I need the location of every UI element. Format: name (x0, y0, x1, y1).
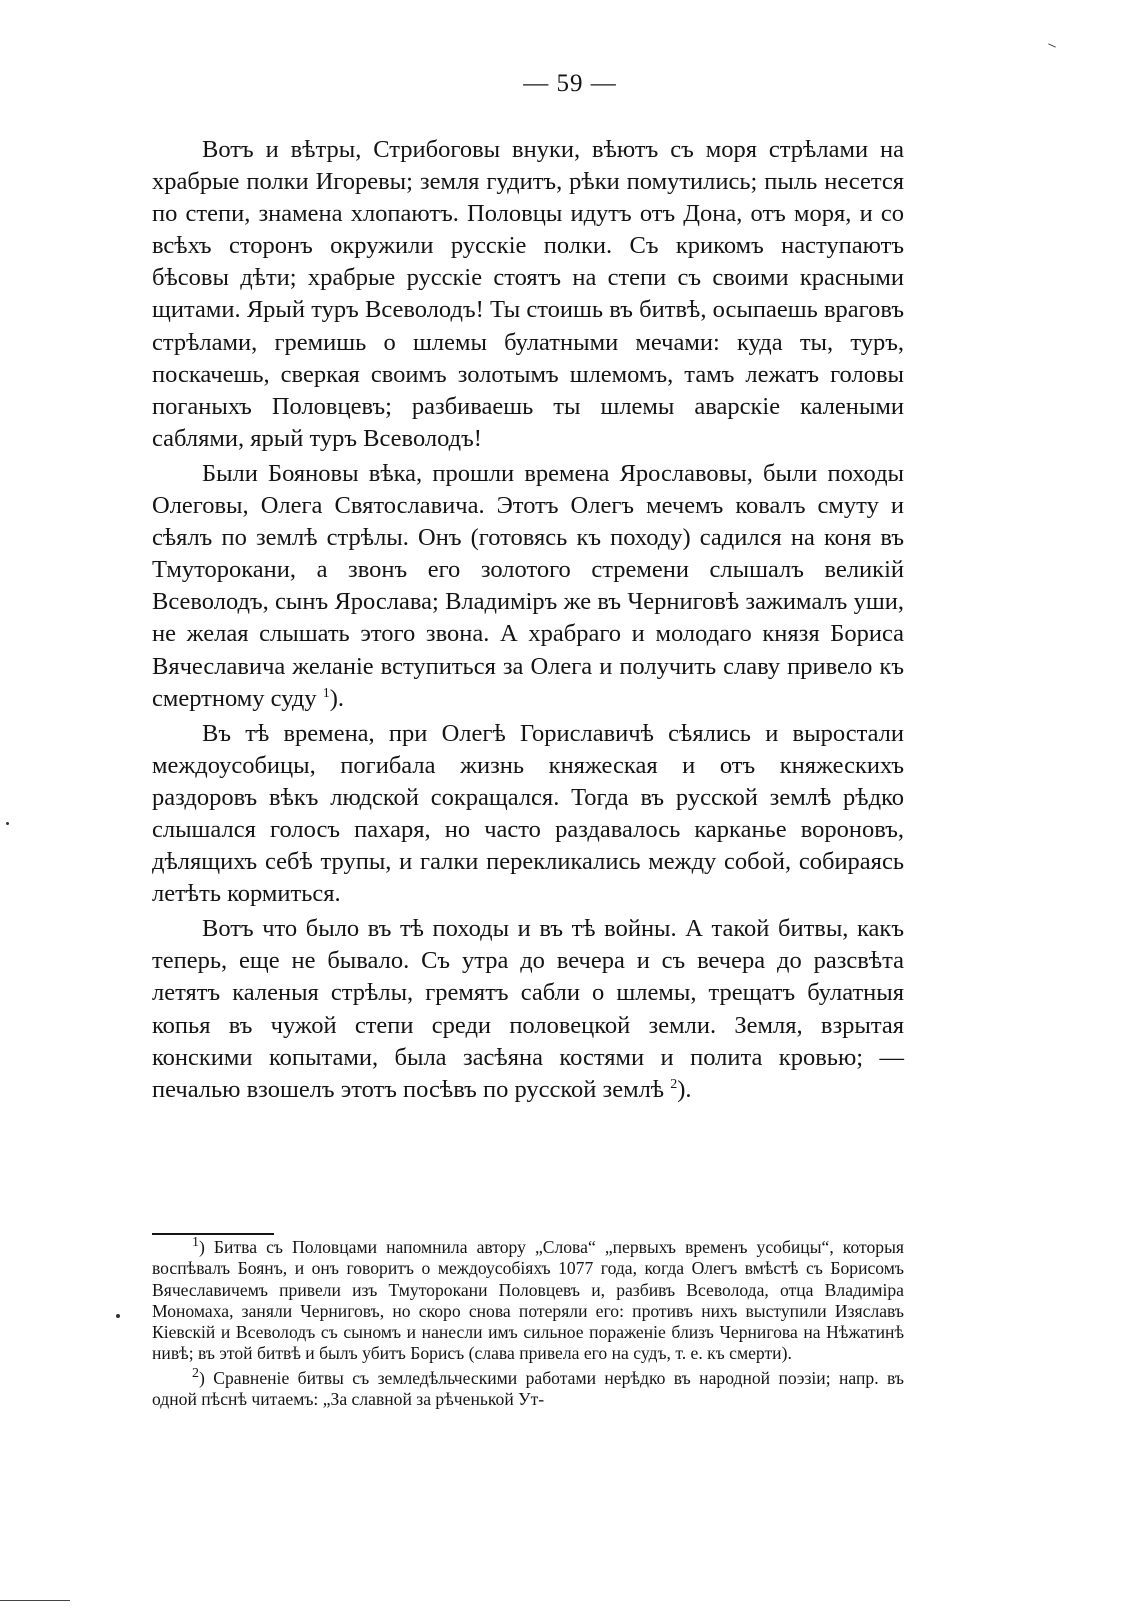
footnote-ref-2-close: ). (677, 1075, 692, 1103)
paragraph-2 (152, 458, 904, 715)
footnote-ref-2[interactable]: 2 (670, 1076, 678, 1092)
footnote-1-marker: 1 (192, 1235, 199, 1251)
footnote-2-marker: 2 (192, 1365, 199, 1381)
footnote-2-text: ) Сравненіе битвы съ земледѣльческими работами нерѣдко въ народной поэзіи; напр. въ одной пѣснѣ читаемъ: „За славной за рѣченькой Ут- (152, 1367, 904, 1410)
scan-dot (6, 822, 9, 825)
footnote-ref-1-close: ). (329, 684, 345, 712)
footnote-ref-1[interactable]: 1 (322, 685, 330, 701)
paragraph-3: Въ тѣ времена, при Олегѣ Гориславичѣ сѣялись и выростали междоусобицы, погибала жизнь княжеская и отъ княжескихъ раздоровъ вѣкъ людской сокращался. Тогда въ русской землѣ рѣдко слышался голосъ пахаря, но часто раздавалось карканье вороновъ, дѣлящихъ себѣ трупы, и галки перекликались между собой, собираясь летѣть кормиться. (152, 719, 904, 908)
footnote-2 (152, 1365, 904, 1411)
scan-edge-mark (0, 1600, 70, 1601)
footnotes (152, 1237, 904, 1410)
paragraph-2-text: Были Бояновы вѣка, прошли времена Ярославовы, были походы Олеговы, Олега Святославича. Этотъ Олегъ мечемъ ковалъ смуту и сѣялъ по землѣ стрѣлы. Онъ (готовясь къ походу) садился на коня въ Тмуторокани, а звонъ его золотого стремени слышалъ великій Всеволодъ, сынъ Ярослава; Владиміръ же въ Черниговѣ зажималъ уши, не желая слышать этого звона. А храбраго и молодаго князя Бориса Вячеславича желаніе вступиться за Олега и получить славу привело къ смертному суду (152, 459, 904, 712)
paragraph-1: Вотъ и вѣтры, Стрибоговы внуки, вѣютъ съ моря стрѣлами на храбрые полки Игоревы; земля гудитъ, рѣки помутились; пыль несется по степи, знамена хлопаютъ. Половцы идутъ отъ Дона, отъ моря, и со всѣхъ сторонъ окружили русскіе полки. Съ крикомъ наступаютъ бѣсовы дѣти; храбрые русскіе стоятъ на степи съ своими красными щитами. Ярый туръ Всеволодъ! Ты стоишь въ битвѣ, осыпаешь враговъ стрѣлами, гремишь о шлемы булатными мечами: куда ты, туръ, поскачешь, сверкая своимъ золотымъ шлемомъ, тамъ лежатъ головы поганыхъ Половцевъ; разбиваешь ты шлемы аварскіе калеными саблями, ярый туръ Всеволодъ! (152, 136, 904, 452)
paragraph-4-text: Вотъ что было въ тѣ походы и въ тѣ войны. А такой битвы, какъ теперь, еще не бывало. Съ утра до вечера и съ вечера до разсвѣта летятъ каленыя стрѣлы, гремятъ сабли о шлемы, трещатъ булатныя копья въ чужой степи среди половецкой земли. Земля, взрытая конскими копытами, была засѣяна костями и полита кровью; — печалью взошелъ этотъ посѣвъ по русской землѣ (152, 915, 904, 1103)
footnote-1 (152, 1237, 904, 1365)
page-number: — 59 — (523, 70, 617, 97)
main-text (152, 134, 904, 1106)
scan-speck (1048, 43, 1056, 47)
scan-dot (116, 1314, 120, 1318)
footnote-1-text: ) Битва съ Половцами напомнила автору „Слова“ „первыхъ временъ усобицы“, которыя воспѣвалъ Боянъ, и онъ говоритъ о междоусобіяхъ 1077 года, когда Олегъ вмѣстѣ съ Борисомъ Вячеславичемъ привели изъ Тмуторокани Половцевъ и, разбивъ Всеволода, отца Владиміра Мономаха, заняли Черниговъ, но скоро снова потеряли его: противъ нихъ выступили Изяславъ Кіевскій и Всеволодъ съ сыномъ и нанесли имъ сильное пораженіе близъ Чернигова на Нѣжатинѣ нивѣ; въ этой битвѣ и былъ убитъ Борисъ (слава привела его на судъ, т. е. къ смерти). (152, 1237, 904, 1364)
paragraph-4 (152, 913, 904, 1106)
footnote-divider (152, 1233, 274, 1235)
